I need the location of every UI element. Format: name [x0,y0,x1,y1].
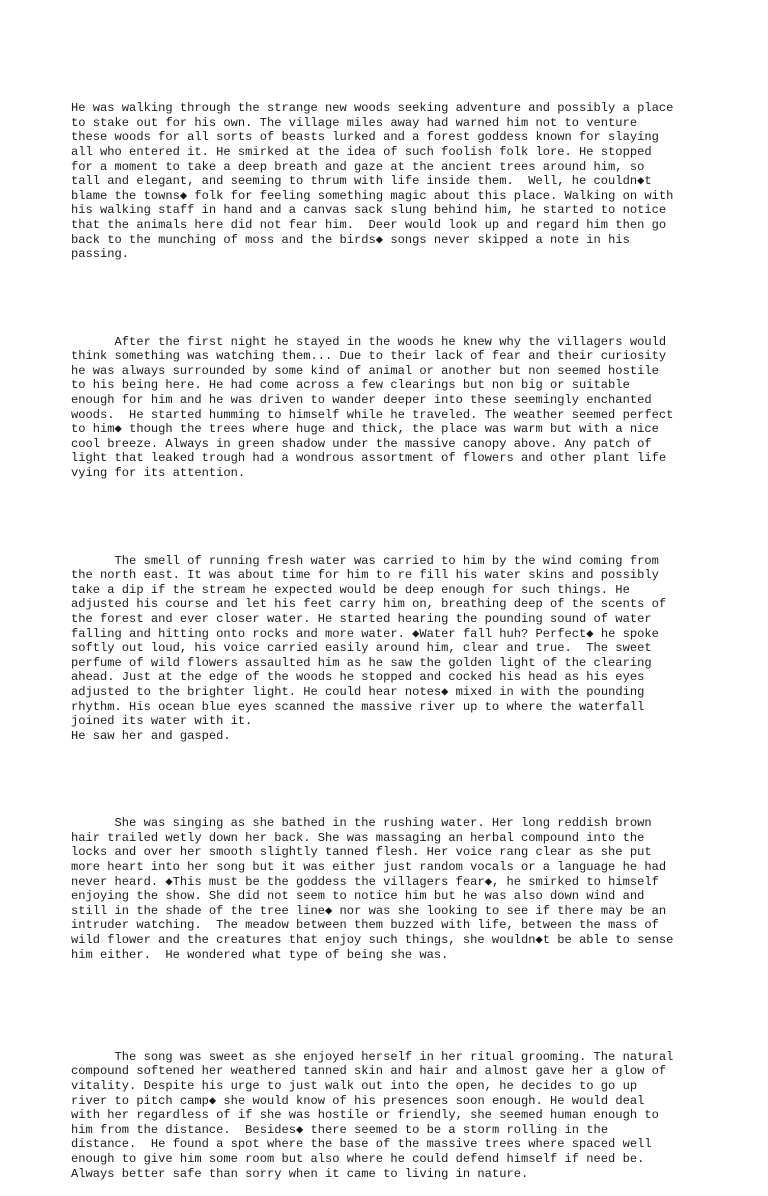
text-line: joined its water with it. [71,714,253,729]
text-line: blame the towns◆ folk for feeling something magic about this place. Walking on with [71,188,674,203]
text-line: adjusted his course and let his feet carry him on, breathing deep of the scents of [71,597,667,612]
text-line: enough to give him some room but also where he could defend himself if need be. [71,1151,645,1166]
paragraph-gap [71,291,711,306]
paragraph-1 [71,101,711,262]
text-line: his walking staff in hand and a canvas sack slung behind him, he started to notice [71,203,667,218]
text-line: wild flower and the creatures that enjoy such things, she wouldn◆t be able to sense [71,933,674,948]
text-line: he was always surrounded by some kind of animal or another but non seemed hostile [71,363,659,378]
text-line: these woods for all sorts of beasts lurked and a forest goddess known for slaying [71,130,659,145]
text-line: She was singing as she bathed in the rushing water. Her long reddish brown [71,816,652,831]
text-line: never heard. ◆This must be the goddess the villagers fear◆, he smirked to himself [71,874,659,889]
text-line: to his being here. He had come across a few clearings but non big or suitable [71,378,630,393]
paragraph-gap [71,773,711,788]
paragraph-2 [71,335,711,481]
text-line: enjoying the show. She did not seem to notice him but he was also down wind and [71,889,645,904]
text-line: locks and over her smooth slightly tanned flesh. Her voice rang clear as she put [71,845,652,860]
paragraph-gap [71,991,711,1020]
text-line: He saw her and gasped. [71,728,231,743]
text-line: compound softened her weathered tanned skin and hair and almost gave her a glow of [71,1064,667,1079]
text-line: The song was sweet as she enjoyed herself in her ritual grooming. The natural [71,1049,674,1064]
text-line: him from the distance. Besides◆ there seemed to be a storm rolling in the [71,1122,609,1137]
text-line: take a dip if the stream he expected would be deep enough for such things. He [71,582,630,597]
text-line: enough for him and he was driven to wander deeper into these seemingly enchanted [71,393,652,408]
text-line: vitality. Despite his urge to just walk out into the open, he decides to go up [71,1078,638,1093]
text-line: light that leaked trough had a wondrous assortment of flowers and other plant life [71,451,667,466]
text-line: He was walking through the strange new woods seeking adventure and possibly a place [71,101,674,116]
text-line: adjusted to the brighter light. He could hear notes◆ mixed in with the pounding [71,684,645,699]
text-line: distance. He found a spot where the base of the massive trees where spaced well [71,1137,652,1152]
text-line: for a moment to take a deep breath and gaze at the ancient trees around him, so [71,159,645,174]
document-page [71,72,711,1196]
text-line: to him◆ though the trees where huge and thick, the place was warm but with a nice [71,422,659,437]
text-line: cool breeze. Always in green shadow under the massive canopy above. Any patch of [71,436,652,451]
text-line: ahead. Just at the edge of the woods he stopped and cocked his head as his eyes [71,670,645,685]
text-line: softly out loud, his voice carried easily around him, clear and true. The sweet [71,641,652,656]
text-line: woods. He started humming to himself while he traveled. The weather seemed perfect [71,407,674,422]
text-line: hair trailed wetly down her back. She was massaging an herbal compound into the [71,830,645,845]
paragraph-3 [71,554,711,744]
text-line: rhythm. His ocean blue eyes scanned the massive river up to where the waterfall [71,699,645,714]
text-line: passing. [71,247,130,262]
text-line: The smell of running fresh water was carried to him by the wind coming from [71,553,659,568]
text-line: more heart into her song but it was either just random vocals or a language he had [71,860,667,875]
text-line: After the first night he stayed in the woods he knew why the villagers would [71,334,667,349]
text-line: Always better safe than sorry when it came to living in nature. [71,1166,529,1181]
text-line: still in the shade of the tree line◆ nor was she looking to see if there may be an [71,903,667,918]
paragraph-gap [71,510,711,525]
text-line: back to the munching of moss and the birds◆ songs never skipped a note in his [71,232,630,247]
text-line: river to pitch camp◆ she would know of his presences soon enough. He would deal [71,1093,645,1108]
text-line: think something was watching them... Due to their lack of fear and their curiosity [71,349,667,364]
text-line: to stake out for his own. The village miles away had warned him not to venture [71,115,638,130]
text-line: the forest and ever closer water. He started hearing the pounding sound of water [71,611,652,626]
text-line: with her regardless of if she was hostile or friendly, she seemed human enough to [71,1108,659,1123]
text-line: intruder watching. The meadow between them buzzed with life, between the mass of [71,918,659,933]
text-line: the north east. It was about time for him to re fill his water skins and possibly [71,568,659,583]
text-line: vying for its attention. [71,466,246,481]
text-line: tall and elegant, and seeming to thrum with life inside them. Well, he couldn◆t [71,174,652,189]
text-line: falling and hitting onto rocks and more water. ◆Water fall huh? Perfect◆ he spoke [71,626,659,641]
paragraph-4 [71,816,711,962]
text-line: all who entered it. He smirked at the idea of such foolish folk lore. He stopped [71,144,652,159]
paragraph-5 [71,1050,711,1181]
text-line: him either. He wondered what type of being she was. [71,947,449,962]
text-line: that the animals here did not fear him. Deer would look up and regard him then go [71,217,667,232]
text-line: perfume of wild flowers assaulted him as he saw the golden light of the clearing [71,655,652,670]
